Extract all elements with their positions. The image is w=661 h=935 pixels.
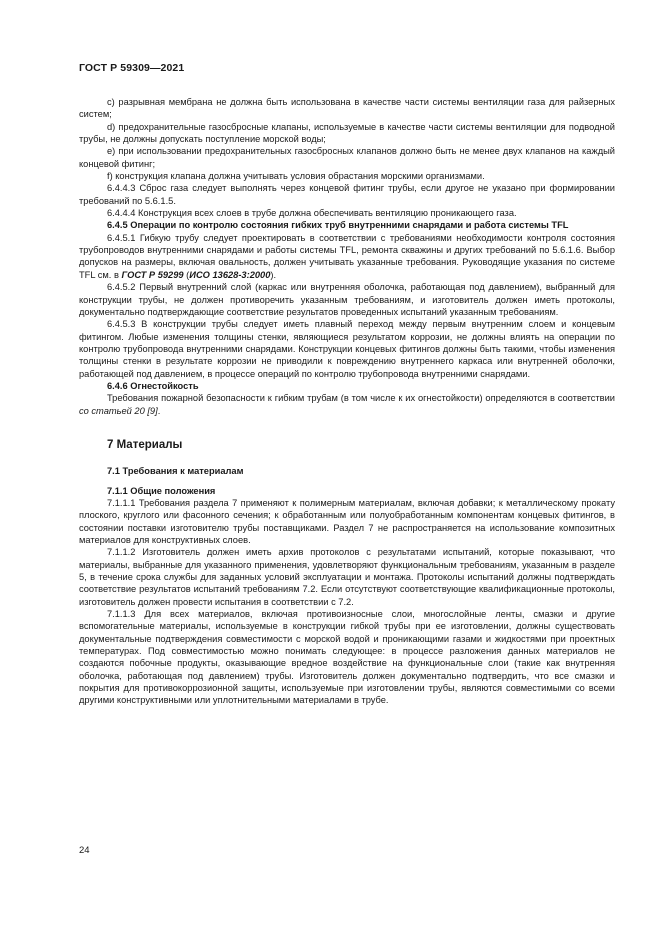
section-heading-7-1-1: 7.1.1 Общие положения bbox=[107, 485, 216, 496]
paragraph-text: ). bbox=[270, 269, 277, 280]
paragraph-text: ( bbox=[183, 269, 190, 280]
standard-reference: ГОСТ Р 59299 bbox=[121, 269, 184, 280]
section-heading-6-4-6: 6.4.6 Огнестойкость bbox=[107, 380, 199, 391]
section-heading-7-1: 7.1 Требования к материалам bbox=[107, 466, 244, 477]
paragraph-6-4-5-1 bbox=[79, 232, 615, 281]
section-heading-6-4-5: 6.4.5 Операции по контролю состояния гибких труб внутренними снарядами и работа системы TFL bbox=[107, 220, 569, 231]
paragraph-6-4-5-3: 6.4.5.3 В конструкции трубы следует иметь плавный переход между первым внутренним слоем и концевым фитингом. Любые изменения толщины стенки, являющиеся результатом коррозии, не должны влиять на операции по контролю трубопровода внутренними снарядами. Конструкции концевых фитингов должны быть такими, чтобы изменения толщины стенки в результате коррозии не приводили к повреждению внутреннего каркаса или внутренней оболочки, работающей под давлением, в процессе операций по контролю трубопровода внутренними снарядами. bbox=[79, 319, 615, 379]
iso-reference: ИСО 13628-3:2000 bbox=[189, 269, 271, 280]
paragraph-text: 6.4.5.1 Гибкую трубу следует проектировать в соответствии с требованиями необходимости контроля состояния трубопроводов внутренними снарядами и работы системы TFL, ремонта скважины и других требований по 5.6.1.6. Выбор допусков на размеры, включая овальность, должен учитывать указанные требования. Руководящие указания по системе TFL см. в bbox=[79, 232, 615, 280]
page-number: 24 bbox=[79, 845, 90, 856]
paragraph-7-1-1-1: 7.1.1.1 Требования раздела 7 применяют к полимерным материалам, включая добавки; к металлическому прокату плоского, круглого или фасонного сечения; к обработанным или полуобработанным компонентам концевых фитингов, в состоянии поставки изготовителю трубы поставщиками. Раздел 7 не распространяется на использование композитных материалов для конструктивных слоев. bbox=[79, 497, 615, 545]
document-header: ГОСТ Р 59309—2021 bbox=[79, 62, 185, 74]
paragraph-7-1-1-3: 7.1.1.3 Для всех материалов, включая противоизносные слои, многослойные ленты, смазки и другие вспомогательные материалы, используемые в конструкции гибкой трубы при ее изготовлении, должны существовать документальные подтверждения совместимости с морской водой и проникающими газами и жидкостями при проектных температурах. Под совместимостью можно понимать следующее: в процессе разложения данных материалов не создаются побочные продукты, оказывающие вредное воздействие на функциональные слои (такие как внутренняя оболочка, работающая под давлением) трубы. Изготовитель должен документально подтвердить, что все смазки и покрытия для противокоррозионной защиты, используемые при изготовлении трубы, являются совместимыми со всеми другими конструктивными или уплотнительными материалами в трубе. bbox=[79, 609, 615, 706]
section-heading-7: 7 Материалы bbox=[107, 438, 183, 451]
paragraph-6-4-5-2: 6.4.5.2 Первый внутренний слой (каркас или внутренняя оболочка, работающая под давлением), выбранный для конструкции трубы, не должен противоречить указанным требованиям, и изготовитель должен иметь протоколы, документально подтверждающие соответствие результатов проведенных испытаний указанным требованиям. bbox=[79, 282, 615, 317]
paragraph-text: . bbox=[157, 405, 161, 416]
paragraph-f: f) конструкция клапана должна учитывать условия обрастания морскими организмами. bbox=[107, 171, 485, 182]
paragraph-e: е) при использовании предохранительных газосбросных клапанов должно быть не менее двух клапанов на каждый концевой фитинг; bbox=[79, 146, 615, 169]
paragraph-text: Требования пожарной безопасности к гибким трубам (в том числе к их огнестойкости) определяются в соответствии bbox=[107, 393, 615, 404]
paragraph-6-4-4-4: 6.4.4.4 Конструкция всех слоев в трубе должна обеспечивать вентиляцию проникающего газа. bbox=[107, 208, 517, 219]
paragraph-7-1-1-2: 7.1.1.2 Изготовитель должен иметь архив протоколов с результатами испытаний, которые показывают, что материалы, выбранные для указанного применения, удовлетворяют функциональным требованиям, указанным в разделе 5, в течение срока службы для заданных условий эксплуатации и монтажа. Протоколы испытаний должны подтверждать соответствие результатов испытаний требованиям 7.2. Если отсутствуют соответствующие квалификационные протоколы, изготовитель должен провести испытания в соответствии с 7.2. bbox=[79, 547, 615, 607]
paragraph-6-4-4-3: 6.4.4.3 Сброс газа следует выполнять через концевой фитинг трубы, если другое не указано при формировании требований по 5.6.1.5. bbox=[79, 183, 615, 206]
paragraph-c: с) разрывная мембрана не должна быть использована в качестве части системы вентиляции газа для райзерных систем; bbox=[79, 97, 615, 120]
law-reference: со статьей 20 [9] bbox=[79, 405, 158, 416]
paragraph-fire-resistance bbox=[79, 392, 615, 417]
document-body bbox=[79, 96, 615, 707]
paragraph-d: d) предохранительные газосбросные клапаны, используемые в качестве части системы вентиляции для подводной трубы, не должны допускать поступление морской воды; bbox=[79, 121, 615, 145]
